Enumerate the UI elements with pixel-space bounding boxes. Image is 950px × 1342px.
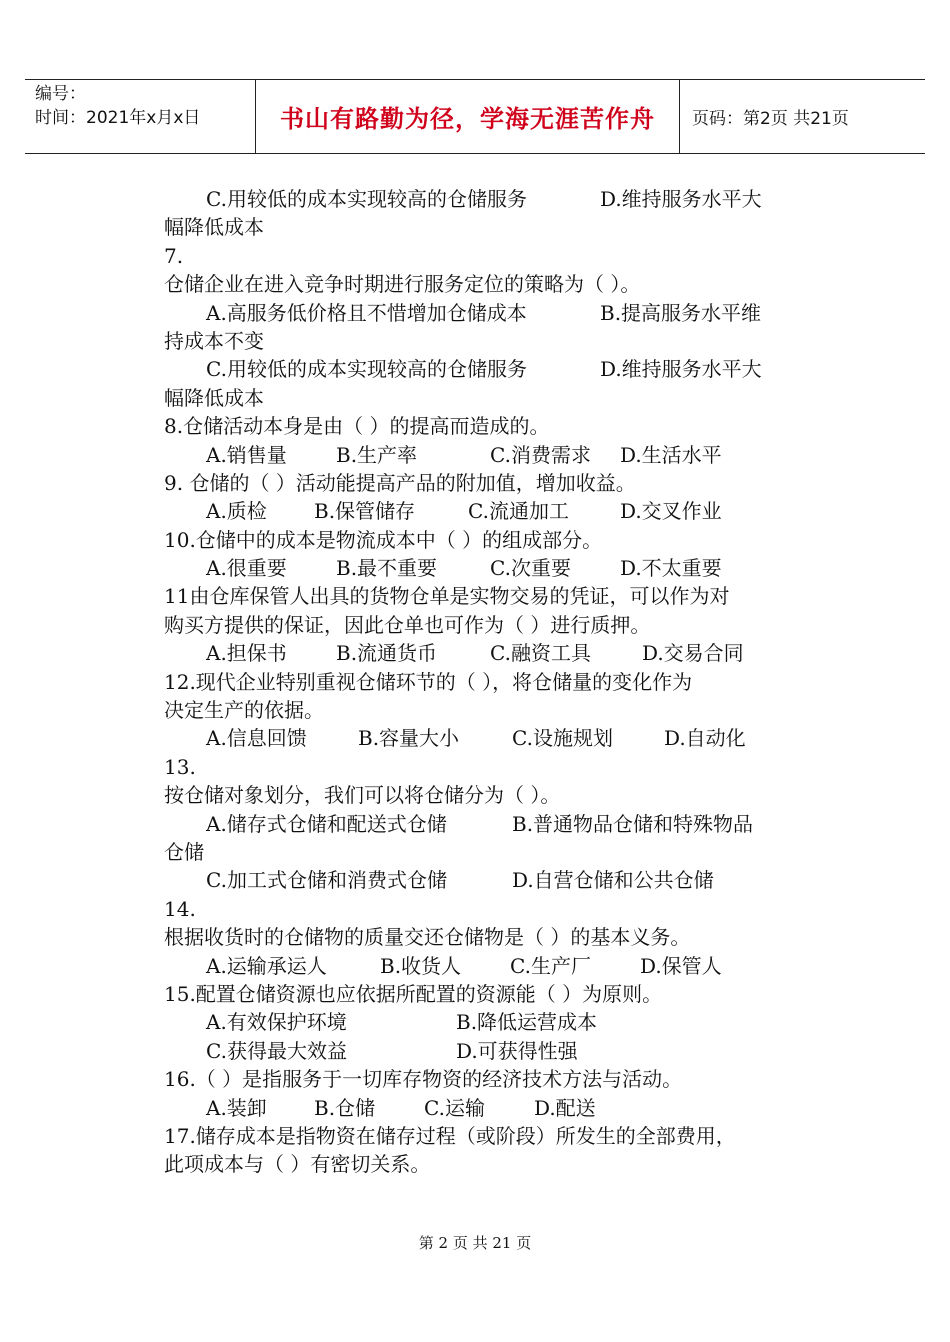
question-12: 12.现代企业特别重视仓储环节的（ ），将仓储量的变化作为 [164, 669, 693, 694]
option-a: A.销售量 [206, 442, 287, 467]
question-8: 8.仓储活动本身是由（ ）的提高而造成的。 [164, 414, 550, 439]
option-c: C.流通加工 [468, 499, 569, 524]
page-footer: 第 2 页 共 21 页 [418, 1234, 532, 1252]
options-row [164, 441, 784, 469]
option-c: C.获得最大效益 [206, 1038, 347, 1063]
question-13-number: 13. [164, 754, 196, 779]
option-b: B.生产率 [336, 442, 418, 467]
option-d: D.维持服务水平大 [600, 357, 762, 382]
option-c: C.用较低的成本实现较高的仓储服务 [206, 187, 527, 211]
option-c: C.消费需求 [490, 442, 591, 467]
page-header [25, 79, 925, 154]
text-line: 购买方提供的保证，因此仓单也可作为（ ）进行质押。 [164, 612, 651, 637]
question-11: 11由仓库保管人出具的货物仓单是实物交易的凭证，可以作为对 [164, 584, 730, 609]
option-b: B.流通货币 [336, 641, 438, 666]
number-label: 编号： [35, 84, 86, 104]
option-d: D.保管人 [640, 953, 722, 978]
option-c: C.次重要 [490, 556, 571, 581]
option-a: A.高服务低价格且不惜增加仓储成本 [206, 300, 527, 325]
text-line [164, 185, 784, 213]
option-d: D.自营仓储和公共仓储 [512, 868, 714, 893]
options-row [164, 497, 784, 525]
option-d: D.不太重要 [620, 556, 722, 581]
option-c: C.融资工具 [490, 641, 591, 666]
option-b: B.降低运营成本 [456, 1010, 598, 1035]
text-line: 决定生产的依据。 [164, 698, 324, 723]
question-10: 10.仓储中的成本是物流成本中（ ）的组成部分。 [164, 527, 603, 552]
text-line: 持成本不变 [164, 328, 264, 353]
question-9: 9. 仓储的（ ）活动能提高产品的附加值，增加收益。 [164, 470, 636, 495]
question-17: 17.储存成本是指物资在储存过程（或阶段）所发生的全部费用， [164, 1123, 736, 1148]
options-row [164, 1094, 784, 1122]
header-page-info: 页码：第2页 共21页 [692, 109, 849, 129]
time-label: 时间：2021年x月x日 [35, 108, 201, 128]
option-a: A.很重要 [206, 556, 287, 581]
header-meta [25, 80, 255, 153]
text-line: 此项成本与（ ）有密切关系。 [164, 1152, 431, 1177]
options-row [164, 299, 784, 327]
option-d: D.可获得性强 [456, 1038, 578, 1063]
text-line: 幅降低成本 [164, 215, 264, 240]
option-d: D.自动化 [664, 726, 746, 751]
option-c: C.运输 [424, 1095, 485, 1120]
option-d: D.维持服务水平大 [600, 187, 762, 211]
question-14: 根据收货时的仓储物的质量交还仓储物是（ ）的基本义务。 [164, 925, 691, 950]
options-row [164, 810, 784, 838]
option-a: A.信息回馈 [206, 726, 307, 751]
header-motto: 书山有路勤为径，学海无涯苦作舟 [255, 80, 680, 153]
option-b: B.普通物品仓储和特殊物品 [512, 811, 754, 836]
option-a: A.装卸 [206, 1095, 267, 1120]
option-d: D.配送 [534, 1095, 596, 1120]
option-d: D.交叉作业 [620, 499, 722, 524]
option-a: A.运输承运人 [206, 953, 327, 978]
option-a: A.储存式仓储和配送式仓储 [206, 811, 447, 836]
options-row [164, 952, 784, 980]
text-line: 幅降低成本 [164, 385, 264, 410]
options-row [164, 1008, 784, 1036]
option-c: C.加工式仓储和消费式仓储 [206, 868, 447, 893]
option-b: B.最不重要 [336, 556, 438, 581]
option-b: B.提高服务水平维 [600, 300, 762, 325]
options-row [164, 554, 784, 582]
question-14-number: 14. [164, 896, 196, 921]
option-c: C.用较低的成本实现较高的仓储服务 [206, 357, 527, 382]
option-b: B.收货人 [380, 953, 462, 978]
option-a: A.担保书 [206, 641, 287, 666]
option-b: B.保管储存 [314, 499, 416, 524]
option-c: C.设施规划 [512, 726, 613, 751]
question-7-number: 7. [164, 243, 184, 268]
option-b: B.容量大小 [358, 726, 460, 751]
document-body [164, 185, 784, 1179]
question-7: 仓储企业在进入竞争时期进行服务定位的策略为（ ）。 [164, 272, 641, 297]
option-a: A.质检 [206, 499, 267, 524]
options-row [164, 866, 784, 894]
text-line: 仓储 [164, 839, 204, 864]
options-row [164, 1037, 784, 1065]
options-row [164, 355, 784, 383]
options-row [164, 724, 784, 752]
option-d: D.生活水平 [620, 442, 722, 467]
option-c: C.生产厂 [510, 953, 591, 978]
question-15: 15.配置仓储资源也应依据所配置的资源能（ ）为原则。 [164, 981, 663, 1006]
question-16: 16.（ ）是指服务于一切库存物资的经济技术方法与活动。 [164, 1067, 683, 1092]
question-13: 按仓储对象划分，我们可以将仓储分为（ ）。 [164, 783, 561, 808]
options-row [164, 639, 784, 667]
option-b: B.仓储 [314, 1095, 376, 1120]
option-a: A.有效保护环境 [206, 1010, 347, 1035]
option-d: D.交易合同 [642, 641, 744, 666]
